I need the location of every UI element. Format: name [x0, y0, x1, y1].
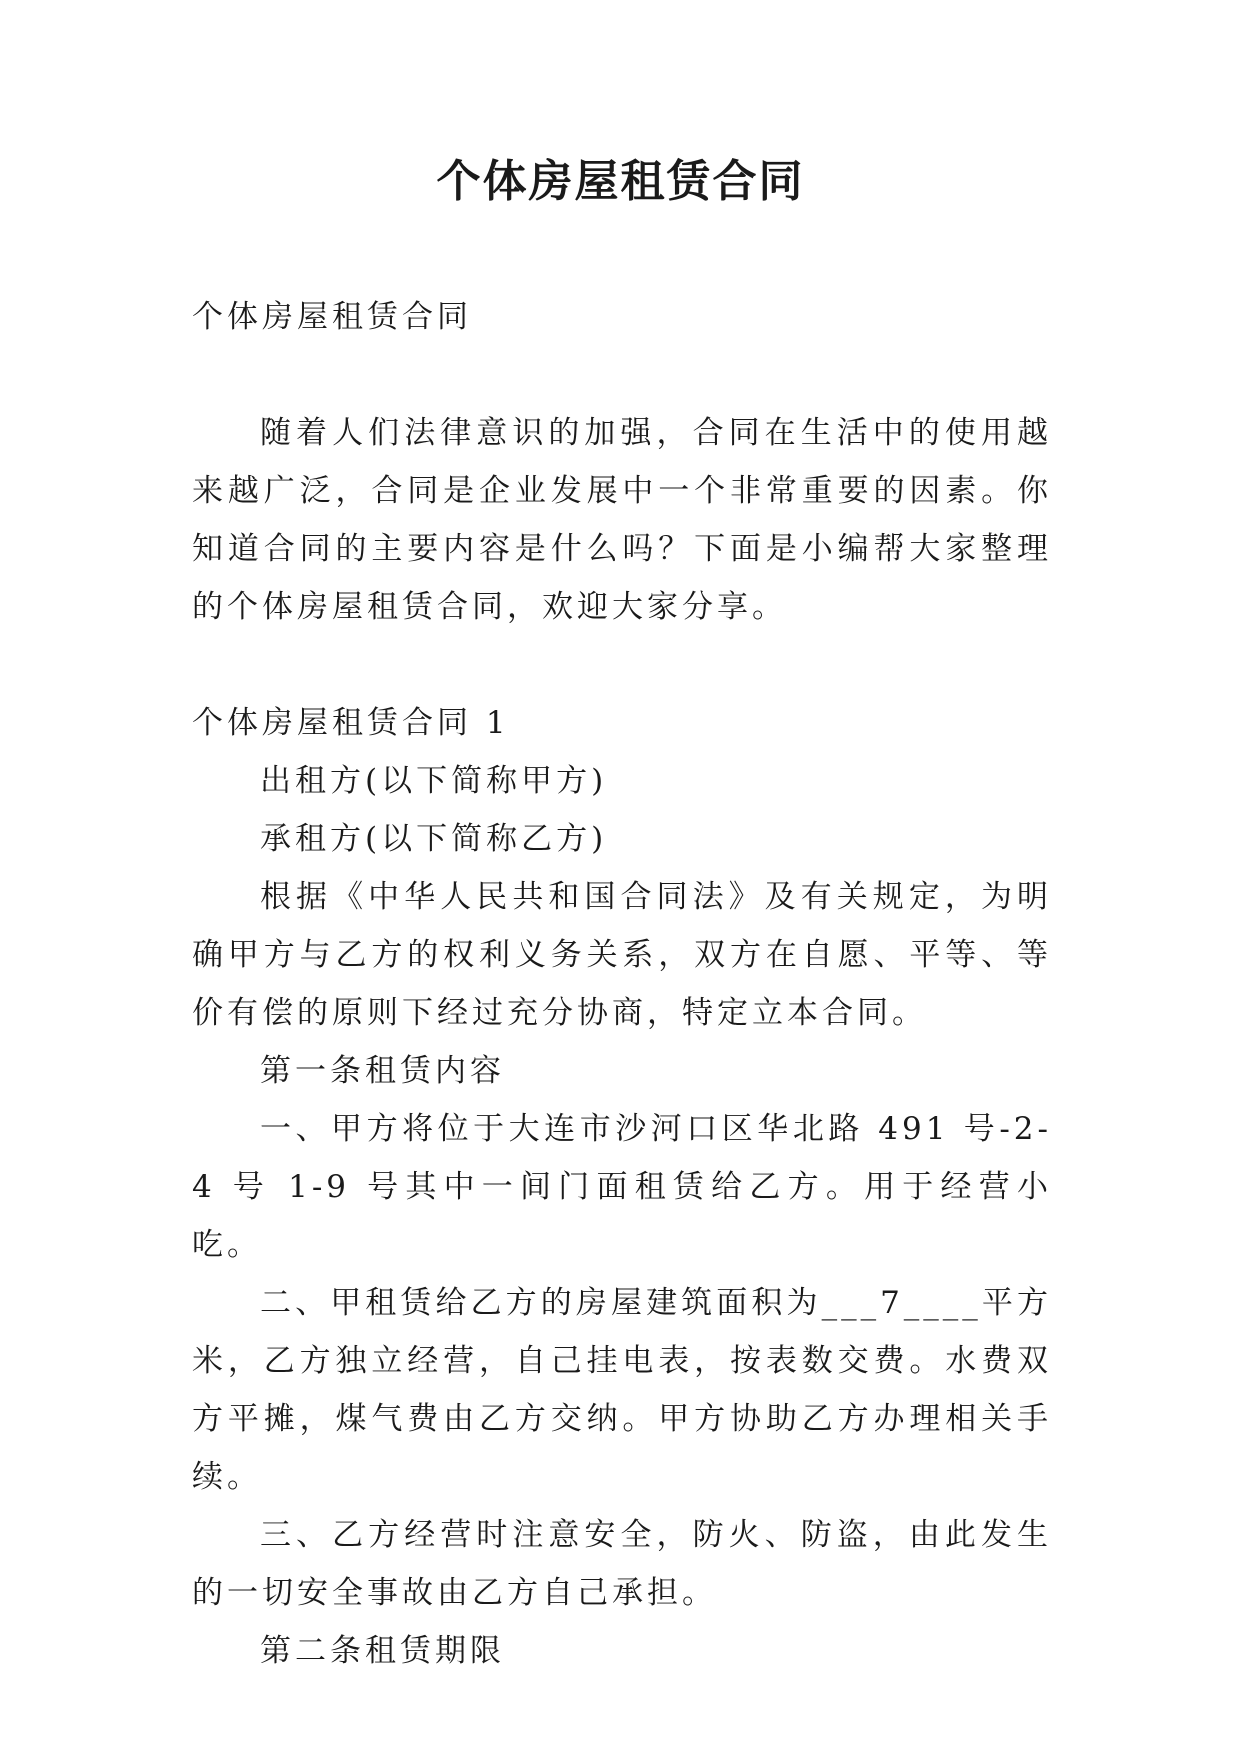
contract-heading: 个体房屋租赁合同 1 — [192, 705, 510, 741]
article-1-clause-2: 二、甲租赁给乙方的房屋建筑面积为___7____平方米，乙方独立经营，自己挂电表，按表数交费。水费双方平摊，煤气费由乙方交纳。甲方协助乙方办理相关手续。 — [192, 1285, 1052, 1495]
lessee-line: 承租方(以下简称乙方) — [260, 821, 608, 857]
intro-paragraph: 随着人们法律意识的加强，合同在生活中的使用越来越广泛，合同是企业发展中一个非常重要的因素。你知道合同的主要内容是什么吗？下面是小编帮大家整理的个体房屋租赁合同，欢迎大家分享。 — [192, 415, 1052, 625]
subtitle-paragraph: 个体房屋租赁合同 — [192, 299, 472, 335]
lessor-line: 出租方(以下简称甲方) — [260, 763, 608, 799]
article-1-clause-1: 一、甲方将位于大连市沙河口区华北路 491 号-2-4 号 1-9 号其中一间门面租赁给乙方。用于经营小吃。 — [192, 1111, 1052, 1263]
article-2-heading: 第二条租赁期限 — [260, 1633, 505, 1669]
preamble-paragraph: 根据《中华人民共和国合同法》及有关规定，为明确甲方与乙方的权利义务关系，双方在自愿、平等、等价有偿的原则下经过充分协商，特定立本合同。 — [192, 879, 1052, 1031]
document-body — [192, 288, 1052, 1680]
article-1-clause-3: 三、乙方经营时注意安全，防火、防盗，由此发生的一切安全事故由乙方自己承担。 — [192, 1517, 1052, 1611]
document-title: 个体房屋租赁合同 — [436, 156, 805, 207]
article-1-heading: 第一条租赁内容 — [260, 1053, 505, 1089]
